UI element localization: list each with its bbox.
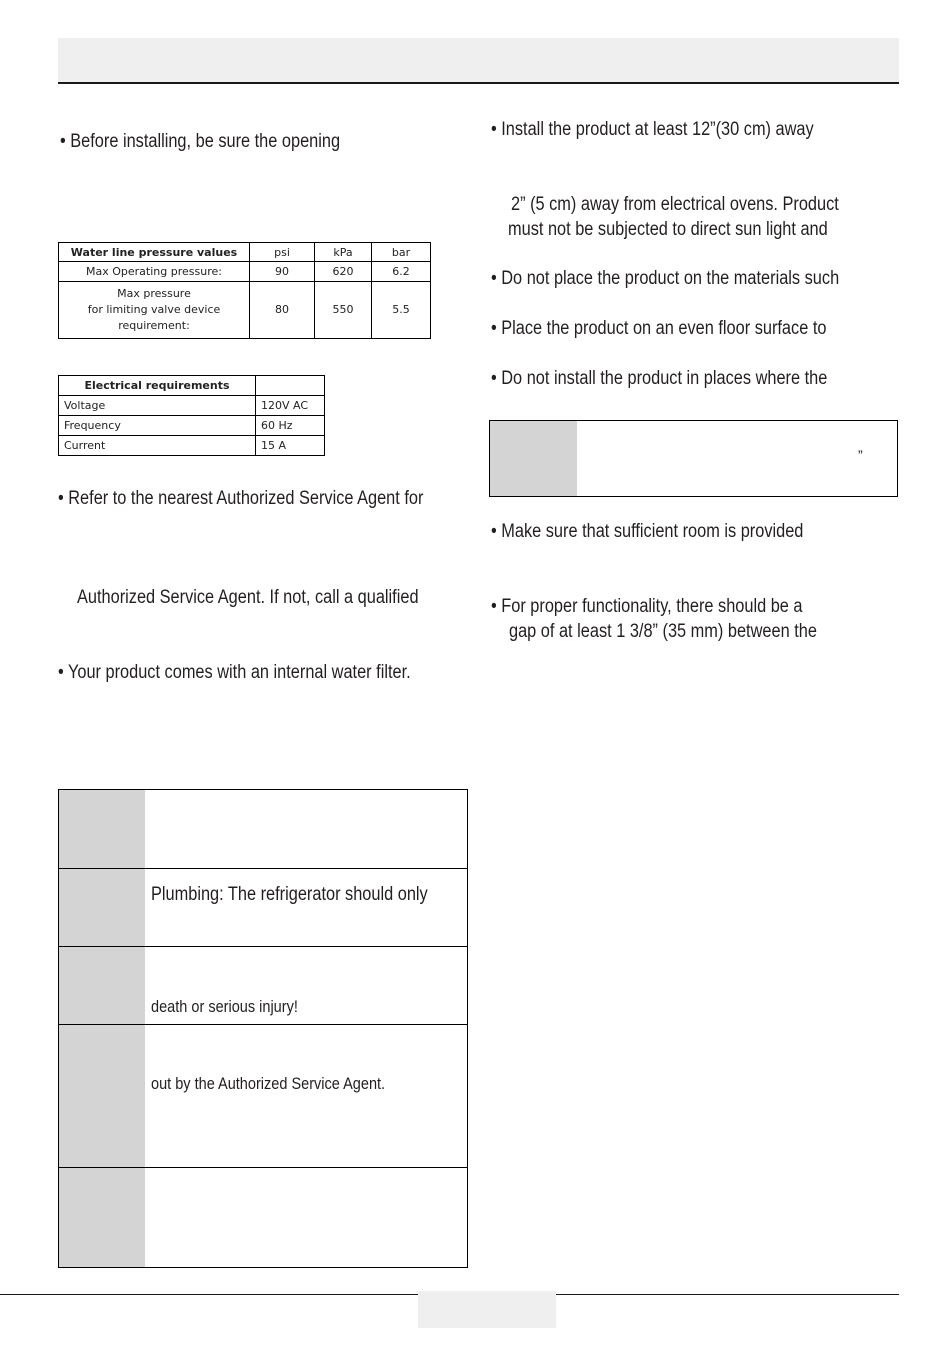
- electrical-requirements-table: [58, 375, 325, 456]
- warning-death-injury: death or serious injury!: [151, 998, 298, 1016]
- table-cell: Frequency: [59, 416, 256, 436]
- table-cell-line: for limiting valve device: [87, 303, 221, 316]
- table-header-cell: Water line pressure values: [59, 243, 250, 262]
- table-cell-line: requirement:: [118, 319, 190, 332]
- table-row: [59, 376, 325, 396]
- note-quote-mark: ”: [858, 447, 863, 463]
- header-bar: [58, 38, 899, 84]
- note-box: [489, 420, 898, 497]
- table-header-cell: kPa: [315, 243, 372, 262]
- table-cell: Max Operating pressure:: [59, 262, 250, 282]
- warning-box: [58, 789, 468, 1268]
- table-cell: 60 Hz: [256, 416, 325, 436]
- table-row: [59, 396, 325, 416]
- table-row: [59, 282, 431, 339]
- table-cell: Voltage: [59, 396, 256, 416]
- table-cell: 550: [315, 282, 372, 339]
- table-cell: 15 A: [256, 436, 325, 456]
- note-box-sidebar: [490, 421, 577, 496]
- table-cell: 120V AC: [256, 396, 325, 416]
- bullet-opening: • Before installing, be sure the opening: [60, 131, 341, 152]
- table-cell: 620: [315, 262, 372, 282]
- page-number-tab: [418, 1291, 556, 1328]
- warning-box-sidebar: [59, 790, 145, 1267]
- table-header-cell: psi: [250, 243, 315, 262]
- divider: [59, 1024, 467, 1025]
- bullet-even-floor: • Place the product on an even floor surface to: [491, 318, 827, 339]
- table-cell: 90: [250, 262, 315, 282]
- table-header-cell: [256, 376, 325, 396]
- table-row: [59, 243, 431, 262]
- table-header-cell: Electrical requirements: [59, 376, 256, 396]
- table-cell-line: Max pressure: [117, 287, 191, 300]
- divider: [59, 1167, 467, 1168]
- bullet-install-away: • Install the product at least 12”(30 cm) away: [491, 119, 814, 140]
- divider: [59, 946, 467, 947]
- table-cell: 5.5: [372, 282, 431, 339]
- gap-line: gap of at least 1 3/8” (35 mm) between the: [509, 621, 817, 642]
- bullet-functionality: • For proper functionality, there should be a: [491, 596, 803, 617]
- service-agent-continuation: Authorized Service Agent. If not, call a qualified: [77, 587, 419, 608]
- warning-service-agent: out by the Authorized Service Agent.: [151, 1075, 386, 1093]
- bullet-materials: • Do not place the product on the materials such: [491, 268, 840, 289]
- table-cell: [59, 282, 250, 339]
- warning-plumbing: Plumbing: The refrigerator should only: [151, 884, 428, 905]
- table-row: [59, 262, 431, 282]
- table-row: [59, 436, 325, 456]
- table-cell: 80: [250, 282, 315, 339]
- table-row: [59, 416, 325, 436]
- water-pressure-table: [58, 242, 431, 339]
- ovens-line: 2” (5 cm) away from electrical ovens. Product: [511, 194, 839, 215]
- table-cell: Current: [59, 436, 256, 456]
- table-cell: 6.2: [372, 262, 431, 282]
- sunlight-line: must not be subjected to direct sun light and: [508, 219, 828, 240]
- bullet-service-agent: • Refer to the nearest Authorized Service Agent for: [58, 488, 424, 509]
- bullet-places: • Do not install the product in places where the: [491, 368, 828, 389]
- bullet-room: • Make sure that sufficient room is provided: [491, 521, 804, 542]
- divider: [59, 868, 467, 869]
- table-header-cell: bar: [372, 243, 431, 262]
- bullet-water-filter: • Your product comes with an internal water filter.: [58, 662, 411, 683]
